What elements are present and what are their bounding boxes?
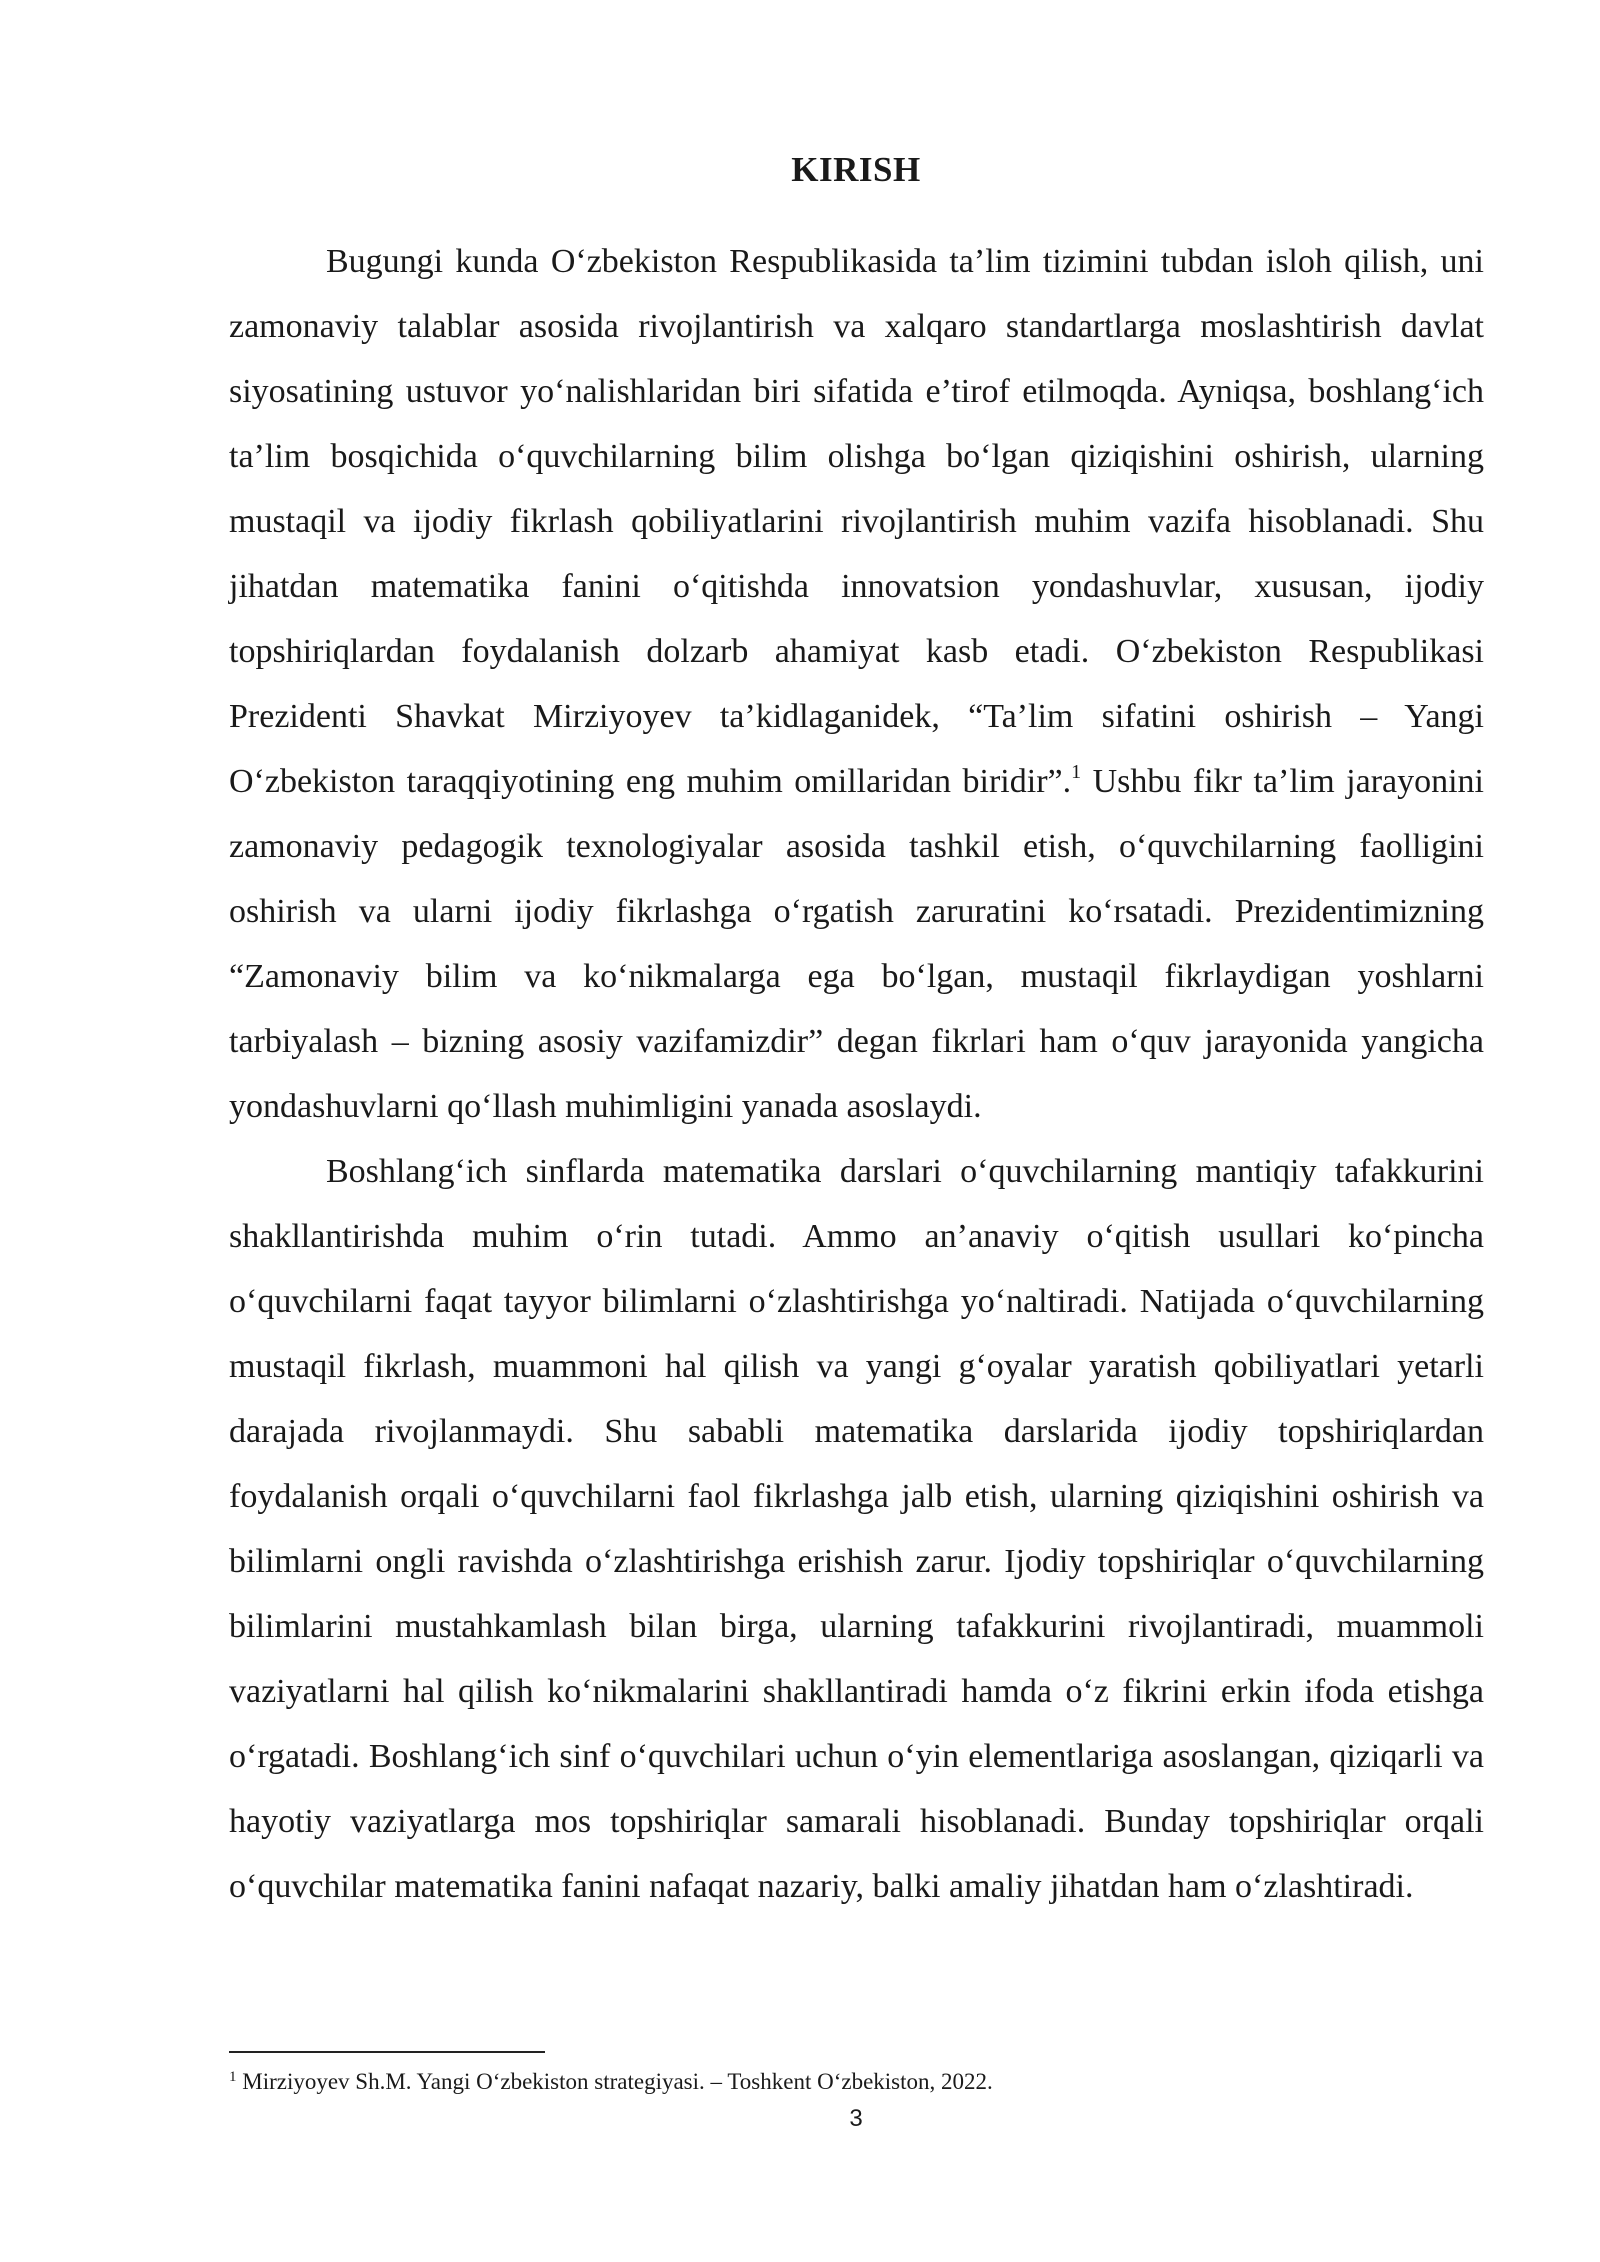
paragraph-1-part-1: Bugungi kunda O‘zbekiston Respublikasida ta’lim tizimini tubdan isloh qilish, uni zamonaviy talablar asosida rivojlantirish va xalqaro standartlarga moslashtirish davlat siyosatining ustuvor yo‘nalishlaridan biri sifatida e’tirof etilmoqda. Ayniqsa, boshlang‘ich ta’lim bosqichida o‘quvchilarning bilim olishga bo‘lgan qiziqishini oshirish, ularning mustaqil va ijodiy fikrlash qobiliyatlarini rivojlantirish muhim vazifa hisoblanadi. Shu jihatdan matematika fanini o‘qitishda innovatsion yondashuvlar, xususan, ijodiy topshiriqlardan foydalanish dolzarb ahamiyat kasb etadi. O‘zbekiston Respublikasi Prezidenti Shavkat Mirziyoyev ta’kidlaganidek, “Ta’lim sifatini oshirish – Yangi O‘zbekiston taraqqiyotining eng muhim omillaridan biridir”. bbox=[229, 243, 1484, 800]
page-title: KIRISH bbox=[791, 150, 921, 189]
body-text bbox=[229, 229, 1484, 1919]
footnote-marker: 1 bbox=[229, 2069, 237, 2085]
footnote bbox=[229, 2067, 1484, 2097]
footnote-reference: 1 bbox=[1071, 761, 1082, 783]
paragraph-1 bbox=[229, 229, 1484, 1139]
paragraph-2: Boshlang‘ich sinflarda matematika darslari o‘quvchilarning mantiqiy tafakkurini shakllantirishda muhim o‘rin tutadi. Ammo an’anaviy o‘qitish usullari ko‘pincha o‘quvchilarni faqat tayyor bilimlarni o‘zlashtirishga yo‘naltiradi. Natijada o‘quvchilarning mustaqil fikrlash, muammoni hal qilish va yangi g‘oyalar yaratish qobiliyatlari yetarli darajada rivojlanmaydi. Shu sababli matematika darslarida ijodiy topshiriqlardan foydalanish orqali o‘quvchilarni faol fikrlashga jalb etish, ularning qiziqishini oshirish va bilimlarni ongli ravishda o‘zlashtirishga erishish zarur. Ijodiy topshiriqlar o‘quvchilarning bilimlarini mustahkamlash bilan birga, ularning tafakkurini rivojlantiradi, muammoli vaziyatlarni hal qilish ko‘nikmalarini shakllantiradi hamda o‘z fikrini erkin ifoda etishga o‘rgatadi. Boshlang‘ich sinf o‘quvchilari uchun o‘yin elementlariga asoslangan, qiziqarli va hayotiy vaziyatlarga mos topshiriqlar samarali hisoblanadi. Bunday topshiriqlar orqali o‘quvchilar matematika fanini nafaqat nazariy, balki amaliy jihatdan ham o‘zlashtiradi. bbox=[229, 1153, 1484, 1905]
page-number: 3 bbox=[849, 2105, 863, 2132]
paragraph-1-part-2: Ushbu fikr ta’lim jarayonini zamonaviy pedagogik texnologiyalar asosida tashkil etish, o‘quvchilarning faolligini oshirish va ularni ijodiy fikrlashga o‘rgatish zaruratini ko‘rsatadi. Prezidentimizning “Zamonaviy bilim va ko‘nikmalarga ega bo‘lgan, mustaqil fikrlaydigan yoshlarni tarbiyalash – bizning asosiy vazifamizdir” degan fikrlari ham o‘quv jarayonida yangicha yondashuvlarni qo‘llash muhimligini yanada asoslaydi. bbox=[229, 763, 1485, 1125]
footnote-divider bbox=[229, 2051, 545, 2053]
footnote-text: Mirziyoyev Sh.M. Yangi O‘zbekiston strategiyasi. – Toshkent O‘zbekiston, 2022. bbox=[236, 2069, 993, 2094]
